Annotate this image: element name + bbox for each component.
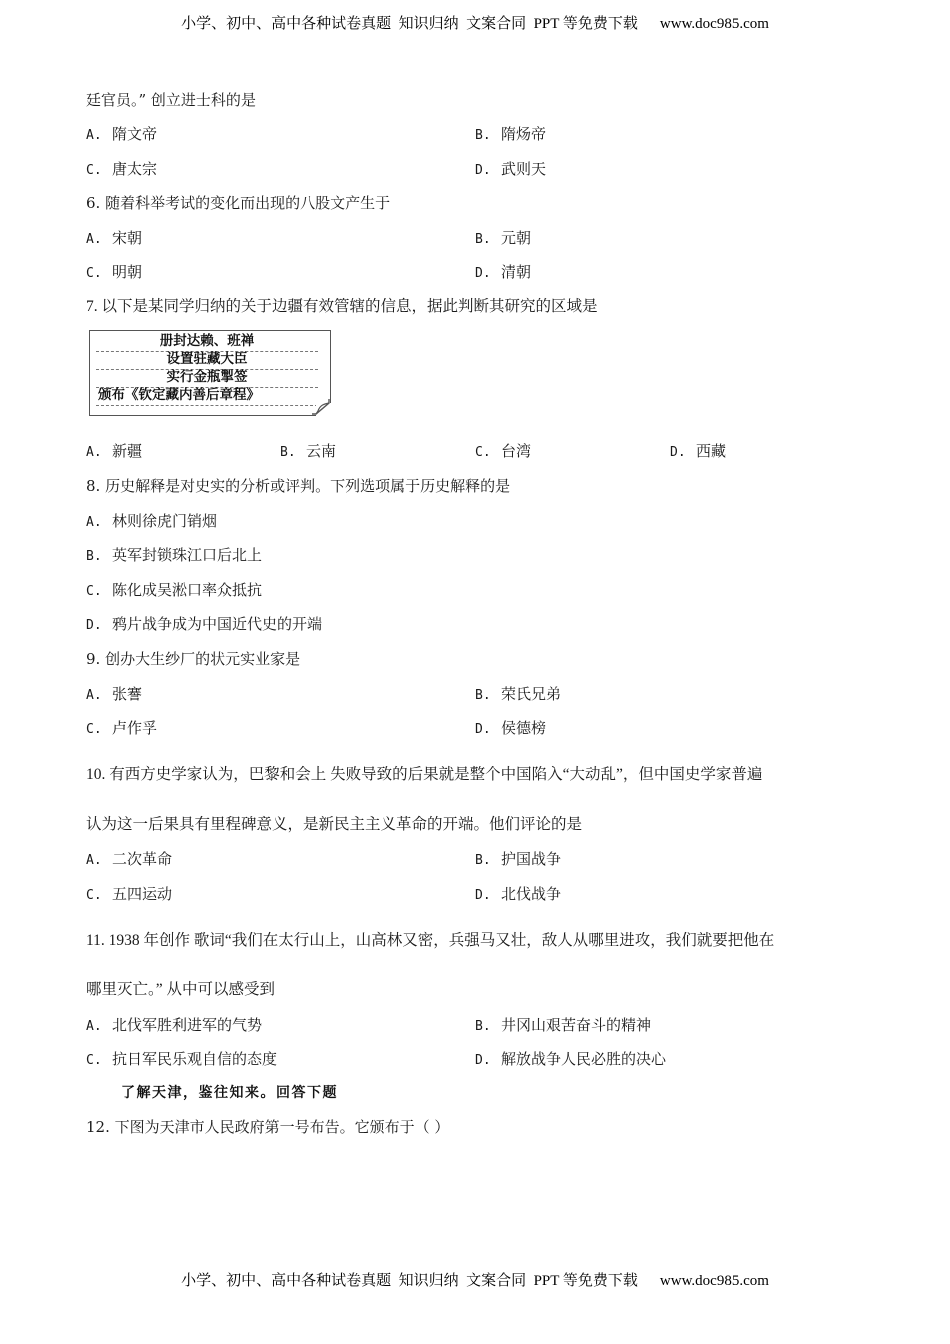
footer-text: 小学、初中、高中各种试卷真题 知识归纳 文案合同 PPT 等免费下载 bbox=[181, 1273, 638, 1289]
card-row: 册封达赖、班禅 bbox=[96, 333, 318, 352]
q10-option-c[interactable] bbox=[86, 884, 172, 906]
option-text: 护国战争 bbox=[501, 850, 562, 868]
option-letter: D. bbox=[670, 445, 686, 460]
q10-option-d[interactable] bbox=[475, 884, 561, 906]
q11-option-a[interactable] bbox=[86, 1015, 262, 1037]
option-letter: B. bbox=[475, 1019, 491, 1034]
option-text: 北伐军胜利进军的气势 bbox=[112, 1016, 263, 1034]
q8-option-c[interactable] bbox=[86, 580, 262, 602]
option-letter: D. bbox=[475, 722, 491, 737]
q8-option-b[interactable] bbox=[86, 545, 262, 567]
q6-stem: 6. 随着科举考试的变化而出现的八股文产生于 bbox=[86, 194, 391, 212]
option-letter: B. bbox=[475, 232, 491, 247]
q5-option-c[interactable] bbox=[86, 159, 157, 181]
option-letter: B. bbox=[475, 128, 491, 143]
option-letter: A. bbox=[86, 688, 102, 703]
option-text: 侯德榜 bbox=[501, 719, 547, 737]
option-letter: B. bbox=[280, 445, 296, 460]
option-letter: C. bbox=[86, 1053, 102, 1068]
option-letter: C. bbox=[86, 163, 102, 178]
option-letter: A. bbox=[86, 232, 102, 247]
q7-option-a[interactable] bbox=[86, 441, 142, 463]
option-letter: A. bbox=[86, 515, 102, 530]
q11-stem-line2: 哪里灭亡。” 从中可以感受到 bbox=[86, 981, 276, 998]
option-text: 二次革命 bbox=[112, 850, 173, 868]
option-letter: C. bbox=[86, 584, 102, 599]
q5-stem-tail: 廷官员。” 创立进士科的是 bbox=[86, 91, 256, 109]
q9-stem: 9. 创办大生纱厂的状元实业家是 bbox=[86, 650, 301, 668]
q10-stem-line2: 认为这一后果具有里程碑意义，是新民主主义革命的开端。他们评论的是 bbox=[86, 816, 583, 833]
q12-stem: 12. 下图为天津市人民政府第一号布告。它颁布于（ ） bbox=[86, 1118, 450, 1136]
q7-option-d[interactable] bbox=[670, 441, 726, 463]
option-text: 鸦片战争成为中国近代史的开端 bbox=[112, 615, 323, 633]
q8-option-a[interactable] bbox=[86, 511, 217, 533]
page-header bbox=[0, 12, 950, 33]
option-text: 陈化成吴淞口率众抵抗 bbox=[112, 581, 263, 599]
option-letter: C. bbox=[86, 888, 102, 903]
page-curl-icon bbox=[312, 399, 330, 415]
q9-option-b[interactable] bbox=[475, 684, 561, 706]
q5-option-d[interactable] bbox=[475, 159, 546, 181]
option-text: 隋文帝 bbox=[112, 125, 158, 143]
card-row: 颁布《钦定藏内善后章程》 bbox=[96, 387, 318, 406]
option-letter: A. bbox=[86, 1019, 102, 1034]
option-text: 抗日军民乐观自信的态度 bbox=[112, 1050, 278, 1068]
option-letter: D. bbox=[475, 163, 491, 178]
q6-option-b[interactable] bbox=[475, 228, 531, 250]
option-letter: B. bbox=[475, 853, 491, 868]
header-text: 小学、初中、高中各种试卷真题 知识归纳 文案合同 PPT 等免费下载 bbox=[181, 16, 638, 32]
q9-option-d[interactable] bbox=[475, 718, 546, 740]
option-text: 宋朝 bbox=[112, 229, 143, 247]
header-url[interactable]: www.doc985.com bbox=[659, 16, 769, 32]
option-text: 荣氏兄弟 bbox=[501, 685, 562, 703]
q6-option-d[interactable] bbox=[475, 262, 531, 284]
q5-option-a[interactable] bbox=[86, 124, 157, 146]
option-text: 解放战争人民必胜的决心 bbox=[501, 1050, 667, 1068]
q6-option-c[interactable] bbox=[86, 262, 142, 284]
q7-option-b[interactable] bbox=[280, 441, 336, 463]
option-letter: C. bbox=[86, 266, 102, 281]
q7-option-c[interactable] bbox=[475, 441, 531, 463]
option-text: 隋炀帝 bbox=[501, 125, 547, 143]
option-text: 林则徐虎门销烟 bbox=[112, 512, 218, 530]
q5-option-b[interactable] bbox=[475, 124, 546, 146]
q11-option-d[interactable] bbox=[475, 1049, 666, 1071]
option-text: 唐太宗 bbox=[112, 160, 158, 178]
option-letter: C. bbox=[475, 445, 491, 460]
q10-stem-line1: 10. 有西方史学家认为，巴黎和会上 失败导致的后果就是整个中国陷入“大动乱”，但中国史学家普遍 bbox=[86, 766, 763, 783]
footer-url[interactable]: www.doc985.com bbox=[659, 1273, 769, 1289]
section-intro: 了解天津，鉴往知来。回答下题 bbox=[121, 1085, 338, 1101]
q6-option-a[interactable] bbox=[86, 228, 142, 250]
q9-option-a[interactable] bbox=[86, 684, 142, 706]
card-row: 设置驻藏大臣 bbox=[96, 351, 318, 370]
option-text: 井冈山艰苦奋斗的精神 bbox=[501, 1016, 652, 1034]
option-text: 五四运动 bbox=[112, 885, 173, 903]
option-text: 卢作孚 bbox=[112, 719, 158, 737]
option-text: 清朝 bbox=[501, 263, 532, 281]
option-letter: C. bbox=[86, 722, 102, 737]
option-letter: B. bbox=[86, 549, 102, 564]
q11-option-b[interactable] bbox=[475, 1015, 651, 1037]
option-letter: A. bbox=[86, 128, 102, 143]
option-text: 武则天 bbox=[501, 160, 547, 178]
option-letter: A. bbox=[86, 445, 102, 460]
q11-option-c[interactable] bbox=[86, 1049, 277, 1071]
q10-option-a[interactable] bbox=[86, 849, 172, 871]
option-letter: D. bbox=[475, 888, 491, 903]
q8-stem: 8. 历史解释是对史实的分析或评判。下列选项属于历史解释的是 bbox=[86, 477, 511, 495]
option-letter: D. bbox=[475, 1053, 491, 1068]
option-text: 明朝 bbox=[112, 263, 143, 281]
option-letter: D. bbox=[475, 266, 491, 281]
option-text: 云南 bbox=[306, 442, 337, 460]
option-letter: B. bbox=[475, 688, 491, 703]
option-text: 西藏 bbox=[696, 442, 727, 460]
q9-option-c[interactable] bbox=[86, 718, 157, 740]
option-letter: D. bbox=[86, 618, 102, 633]
option-text: 元朝 bbox=[501, 229, 532, 247]
q8-option-d[interactable] bbox=[86, 614, 322, 636]
option-text: 张謇 bbox=[112, 685, 143, 703]
q10-option-b[interactable] bbox=[475, 849, 561, 871]
page-footer bbox=[0, 1269, 950, 1290]
option-text: 英军封锁珠江口后北上 bbox=[112, 546, 263, 564]
option-text: 新疆 bbox=[112, 442, 143, 460]
q7-stem: 7. 以下是某同学归纳的关于边疆有效管辖的信息，据此判断其研究的区域是 bbox=[86, 298, 598, 315]
option-text: 北伐战争 bbox=[501, 885, 562, 903]
tibet-info-card-figure bbox=[89, 330, 331, 416]
card-row: 实行金瓶掣签 bbox=[96, 369, 318, 388]
q11-stem-line1: 11. 1938 年创作 歌词“我们在太行山上，山高林又密，兵强马又壮，敌人从哪里进攻，我们就要把他在 bbox=[86, 932, 775, 949]
option-text: 台湾 bbox=[501, 442, 532, 460]
option-letter: A. bbox=[86, 853, 102, 868]
